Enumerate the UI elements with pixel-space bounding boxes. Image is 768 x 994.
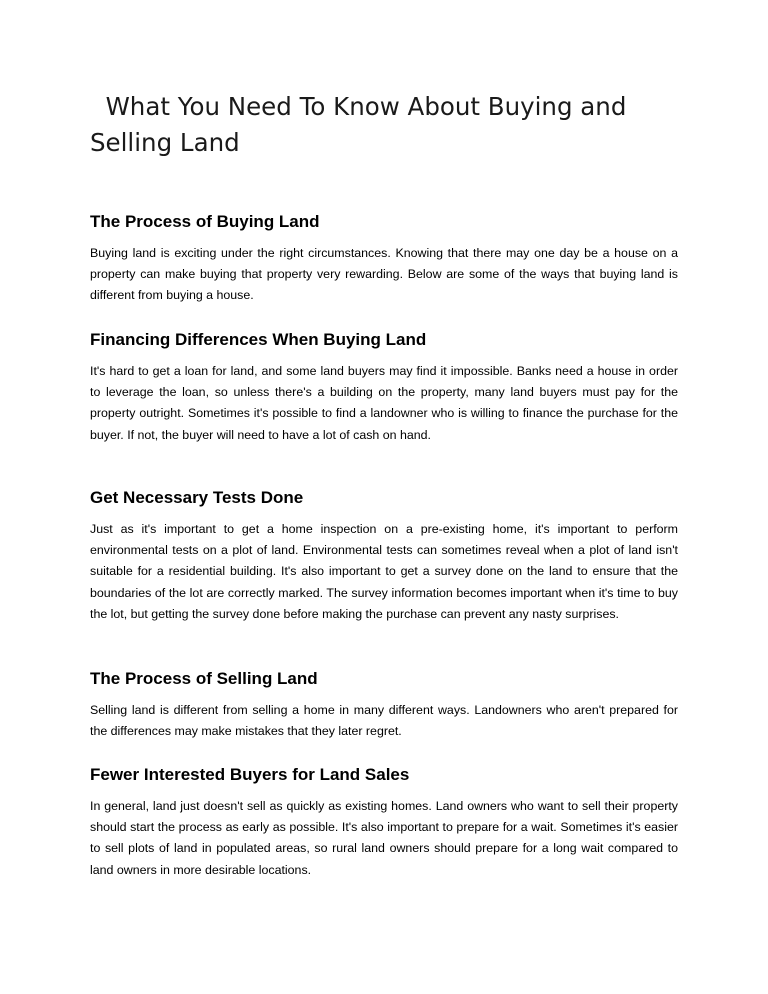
section-body: Buying land is exciting under the right circumstances. Knowing that there may one day be a house on a property can make buying that property very rewarding. Below are some of the ways that buying land is different from buying a house. bbox=[90, 246, 678, 303]
section-process-of-buying-land bbox=[90, 210, 678, 307]
section-body: Selling land is different from selling a home in many different ways. Landowners who aren't prepared for the differences may make mistakes that they later regret. bbox=[90, 703, 678, 739]
section-body: In general, land just doesn't sell as quickly as existing homes. Land owners who want to sell their property should start the process as early as possible. It's also important to prepare for a wait. Sometimes it's easier to sell plots of land in populated areas, so rural land owners should prepare for a long wait compared to land owners in more desirable locations. bbox=[90, 799, 678, 877]
section-heading: Fewer Interested Buyers for Land Sales bbox=[90, 765, 410, 784]
section-financing-differences bbox=[90, 328, 678, 446]
section-heading: The Process of Buying Land bbox=[90, 212, 320, 231]
section-body: Just as it's important to get a home inspection on a pre-existing home, it's important to perform environmental tests on a plot of land. Environmental tests can sometimes reveal when a plot of land isn't suitable for a residential building. It's also important to get a survey done on the land to ensure that the boundaries of the lot are correctly marked. The survey information becomes important when it's time to buy the lot, but getting the survey done before making the purchase can prevent any nasty surprises. bbox=[90, 522, 678, 621]
section-body: It's hard to get a loan for land, and some land buyers may find it impossible. Banks need a house in order to leverage the loan, so unless there's a building on the property, many land buyers must pay for the property outright. Sometimes it's possible to find a landowner who is willing to finance the purchase for the buyer. If not, the buyer will need to have a lot of cash on hand. bbox=[90, 364, 678, 442]
section-heading: Financing Differences When Buying Land bbox=[90, 330, 427, 349]
section-necessary-tests bbox=[90, 486, 678, 625]
section-heading: The Process of Selling Land bbox=[90, 669, 318, 688]
document-title-text: What You Need To Know About Buying and Selling Land bbox=[90, 92, 627, 157]
section-heading: Get Necessary Tests Done bbox=[90, 488, 304, 507]
section-fewer-interested-buyers bbox=[90, 763, 678, 881]
section-process-of-selling-land bbox=[90, 667, 678, 742]
document-title bbox=[90, 89, 678, 161]
